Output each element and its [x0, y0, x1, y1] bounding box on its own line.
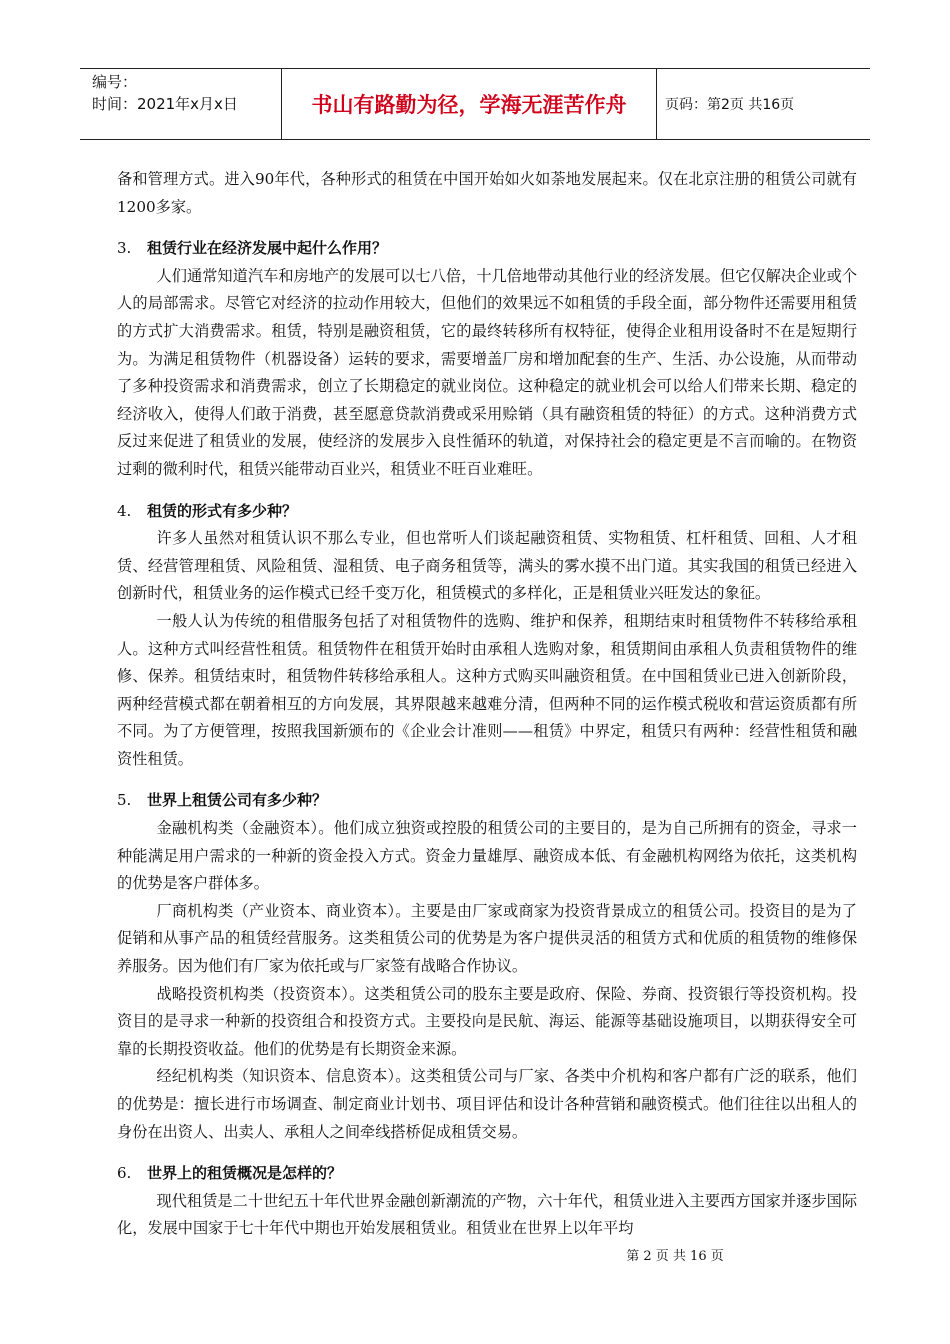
- section-paragraph: 经纪机构类（知识资本、信息资本）。这类租赁公司与厂家、各类中介机构和客户都有广泛的联系，他们的优势是：擅长进行市场调查、制定商业计划书、项目评估和设计各种营销和融资模式。他们往往以出租人的身份在出资人、出卖人、承租人之间牵线搭桥促成租赁交易。: [117, 1067, 857, 1141]
- section-number: 5.: [117, 791, 132, 810]
- section-paragraph: 一般人认为传统的租借服务包括了对租赁物件的选购、维护和保养，租期结束时租赁物件不转移给承租人。这种方式叫经营性租赁。租赁物件在租赁开始时由承租人选购对象，租赁期间由承租人负责租赁物件的维修、保养。租赁结束时，租赁物件转移给承租人。这种方式购买叫融资租赁。在中国租赁业已进入创新阶段，两种经营模式都在朝着相互的方向发展，其界限越来越难分清，但两种不同的运作模式税收和营运资质都有所不同。为了方便管理，按照我国新颁布的《企业会计准则——租赁》中界定，租赁只有两种：经营性租赁和融资性租赁。: [117, 611, 857, 768]
- header-meta: [80, 69, 282, 139]
- section-heading: [117, 787, 857, 815]
- sections: [117, 235, 857, 1243]
- time-label: 时间：2021年x月x日: [92, 95, 238, 113]
- footer-page-number: 第 2 页 共 16 页: [626, 1249, 724, 1264]
- code-label: 编号：: [92, 73, 138, 91]
- section-paragraph: 战略投资机构类（投资资本）。这类租赁公司的股东主要是政府、保险、券商、投资银行等投资机构。投资目的是寻求一种新的投资组合和投资方式。主要投向是民航、海运、能源等基础设施项目，以期获得安全可靠的长期投资收益。他们的优势是有长期资金来源。: [117, 984, 857, 1058]
- section-paragraph: 人们通常知道汽车和房地产的发展可以七八倍，十几倍地带动其他行业的经济发展。但它仅解决企业或个人的局部需求。尽管它对经济的拉动作用较大，但他们的效果远不如租赁的手段全面，部分物件还需要用租赁的方式扩大消费需求。租赁，特别是融资租赁，它的最终转移所有权特征，使得企业租用设备时不在是短期行为。为满足租赁物件（机器设备）运转的要求，需要增盖厂房和增加配套的生产、生活、办公设施，从而带动了多种投资需求和消费需求，创立了长期稳定的就业岗位。这种稳定的就业机会可以给人们带来长期、稳定的经济收入，使得人们敢于消费，甚至愿意贷款消费或采用赊销（具有融资租赁的特征）的方式。这种消费方式反过来促进了租赁业的发展，使经济的发展步入良性循环的轨道，对保持社会的稳定更是不言而喻的。在物资过剩的微利时代，租赁兴能带动百业兴，租赁业不旺百业难旺。: [117, 266, 857, 478]
- header-motto: 书山有路勤为径，学海无涯苦作舟: [282, 69, 657, 139]
- section-number: 3.: [117, 239, 132, 258]
- header-page-number: 页码：第2页 共16页: [665, 97, 795, 113]
- section-paragraph: 许多人虽然对租赁认识不那么专业，但也常听人们谈起融资租赁、实物租赁、杠杆租赁、回租、人才租赁、经营管理租赁、风险租赁、湿租赁、电子商务租赁等，满头的雾水摸不出门道。其实我国的租赁已经进入创新时代，租赁业务的运作模式已经千变万化，租赁模式的多样化，正是租赁业兴旺发达的象征。: [117, 529, 857, 603]
- section-title: 租赁的形式有多少种？: [147, 501, 298, 520]
- section-number: 4.: [117, 501, 132, 520]
- page-footer: [0, 1245, 950, 1264]
- section-title: 世界上租赁公司有多少种？: [147, 791, 328, 810]
- document-body: [117, 166, 857, 1243]
- section-paragraph: 现代租赁是二十世纪五十年代世界金融创新潮流的产物，六十年代，租赁业进入主要西方国家并逐步国际化，发展中国家于七十年代中期也开始发展租赁业。租赁业在世界上以年平均: [117, 1191, 857, 1238]
- page-header: [80, 68, 870, 140]
- section-title: 租赁行业在经济发展中起什么作用？: [147, 239, 388, 258]
- section-paragraph: 厂商机构类（产业资本、商业资本）。主要是由厂家或商家为投资背景成立的租赁公司。投资目的是为了促销和从事产品的租赁经营服务。这类租赁公司的优势是为客户提供灵活的租赁方式和优质的租赁物的维修保养服务。因为他们有厂家为依托或与厂家签有战略合作协议。: [117, 901, 857, 976]
- section-paragraph: 金融机构类（金融资本）。他们成立独资或控股的租赁公司的主要目的，是为自己所拥有的资金，寻求一种能满足用户需求的一种新的资金投入方式。资金力量雄厚、融资成本低、有金融机构网络为依托，这类机构的优势是客户群体多。: [117, 819, 857, 893]
- section-number: 6.: [117, 1164, 132, 1183]
- section-heading: [117, 235, 857, 263]
- intro-paragraph: 备和管理方式。进入90年代，各种形式的租赁在中国开始如火如荼地发展起来。仅在北京注册的租赁公司就有1200多家。: [117, 170, 857, 216]
- section-heading: [117, 1160, 857, 1188]
- section-heading: [117, 498, 857, 526]
- section-title: 世界上的租赁概况是怎样的？: [147, 1164, 343, 1183]
